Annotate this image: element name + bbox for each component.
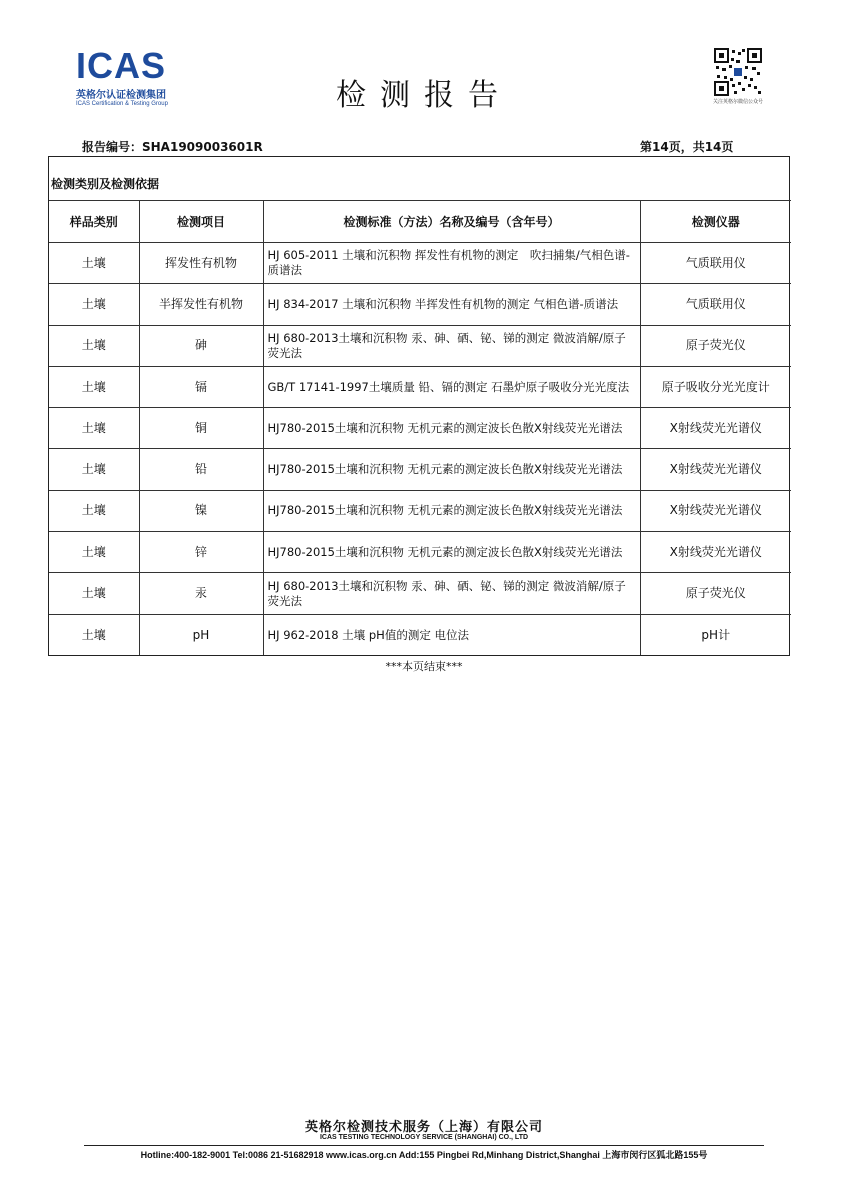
- document-title: 检测报告: [336, 78, 512, 113]
- cell-standard: HJ 680-2013土壤和沉积物 汞、砷、硒、铋、锑的测定 微波消解/原子荧光法: [263, 573, 640, 614]
- report-number: 报告编号：SHA1909003601R: [82, 140, 263, 154]
- table-row: [49, 449, 791, 490]
- footer-contact: Hotline:400-182-9001 Tel:0086 21-51682918 www.icas.org.cn Add:155 Pingbei Rd,Minhang District,Shanghai 上海市闵行区狐北路155号: [140, 1150, 708, 1160]
- cell-instrument: 气质联用仪: [640, 243, 791, 284]
- cell-standard: GB/T 17141-1997土壤质量 铅、镉的测定 石墨炉原子吸收分光光度法: [263, 366, 640, 407]
- cell-category: 土壤: [49, 490, 139, 531]
- cell-category: 土壤: [49, 366, 139, 407]
- testing-basis-table: [49, 200, 791, 655]
- page-info: 第14页，共14页: [640, 140, 734, 154]
- table-row: [49, 573, 791, 614]
- cell-category: 土壤: [49, 408, 139, 449]
- cell-category: 土壤: [49, 284, 139, 325]
- cell-category: 土壤: [49, 449, 139, 490]
- cell-standard: HJ 962-2018 土壤 pH值的测定 电位法: [263, 614, 640, 655]
- table-row: [49, 284, 791, 325]
- cell-item: 锌: [139, 532, 263, 573]
- cell-instrument: 原子吸收分光光度计: [640, 366, 791, 407]
- table-row: [49, 325, 791, 366]
- cell-item: 镍: [139, 490, 263, 531]
- cell-item: 半挥发性有机物: [139, 284, 263, 325]
- cell-standard: HJ 605-2011 土壤和沉积物 挥发性有机物的测定 吹扫捕集/气相色谱-质谱法: [263, 243, 640, 284]
- cell-standard: HJ 680-2013土壤和沉积物 汞、砷、硒、铋、锑的测定 微波消解/原子荧光法: [263, 325, 640, 366]
- cell-instrument: 原子荧光仪: [640, 325, 791, 366]
- cell-category: 土壤: [49, 532, 139, 573]
- company-name-cn: 英格尔检测技术服务（上海）有限公司: [304, 1120, 543, 1135]
- cell-standard: HJ 834-2017 土壤和沉积物 半挥发性有机物的测定 气相色谱-质谱法: [263, 284, 640, 325]
- cell-instrument: X射线荧光光谱仪: [640, 532, 791, 573]
- cell-standard: HJ780-2015土壤和沉积物 无机元素的测定波长色散X射线荧光光谱法: [263, 490, 640, 531]
- report-frame: [48, 156, 790, 656]
- cell-instrument: X射线荧光光谱仪: [640, 490, 791, 531]
- cell-category: 土壤: [49, 573, 139, 614]
- cell-standard: HJ780-2015土壤和沉积物 无机元素的测定波长色散X射线荧光光谱法: [263, 449, 640, 490]
- company-name-en: ICAS TESTING TECHNOLOGY SERVICE (SHANGHAI) CO., LTD: [319, 1134, 529, 1141]
- cell-instrument: pH计: [640, 614, 791, 655]
- header-test-standard: 检测标准（方法）名称及编号（含年号）: [263, 201, 640, 243]
- logo-mark: ICAS: [76, 45, 167, 86]
- footer-divider: [84, 1145, 764, 1146]
- header-sample-category: 样品类别: [49, 201, 139, 243]
- cell-item: 铜: [139, 408, 263, 449]
- logo-en-name: ICAS Certification & Testing Group: [76, 101, 168, 107]
- cell-standard: HJ780-2015土壤和沉积物 无机元素的测定波长色散X射线荧光光谱法: [263, 408, 640, 449]
- cell-instrument: 原子荧光仪: [640, 573, 791, 614]
- cell-category: 土壤: [49, 325, 139, 366]
- logo-cn-name: 英格尔认证检测集团: [76, 90, 166, 101]
- header-instrument: 检测仪器: [640, 201, 791, 243]
- table-row: [49, 490, 791, 531]
- section-title: 检测类别及检测依据: [51, 177, 160, 191]
- qr-code-icon: [714, 48, 762, 96]
- table-row: [49, 243, 791, 284]
- cell-instrument: X射线荧光光谱仪: [640, 408, 791, 449]
- cell-item: 镉: [139, 366, 263, 407]
- table-row: [49, 408, 791, 449]
- cell-item: pH: [139, 614, 263, 655]
- cell-item: 挥发性有机物: [139, 243, 263, 284]
- table-row: [49, 366, 791, 407]
- cell-category: 土壤: [49, 614, 139, 655]
- cell-item: 铅: [139, 449, 263, 490]
- cell-standard: HJ780-2015土壤和沉积物 无机元素的测定波长色散X射线荧光光谱法: [263, 532, 640, 573]
- table-header-row: [49, 201, 791, 243]
- qr-caption: 关注英格尔微信公众号: [712, 99, 763, 105]
- cell-category: 土壤: [49, 243, 139, 284]
- page-end-note: ***本页结束***: [385, 660, 463, 673]
- cell-instrument: 气质联用仪: [640, 284, 791, 325]
- cell-item: 汞: [139, 573, 263, 614]
- table-row: [49, 614, 791, 655]
- cell-item: 砷: [139, 325, 263, 366]
- header-test-item: 检测项目: [139, 201, 263, 243]
- table-row: [49, 532, 791, 573]
- cell-instrument: X射线荧光光谱仪: [640, 449, 791, 490]
